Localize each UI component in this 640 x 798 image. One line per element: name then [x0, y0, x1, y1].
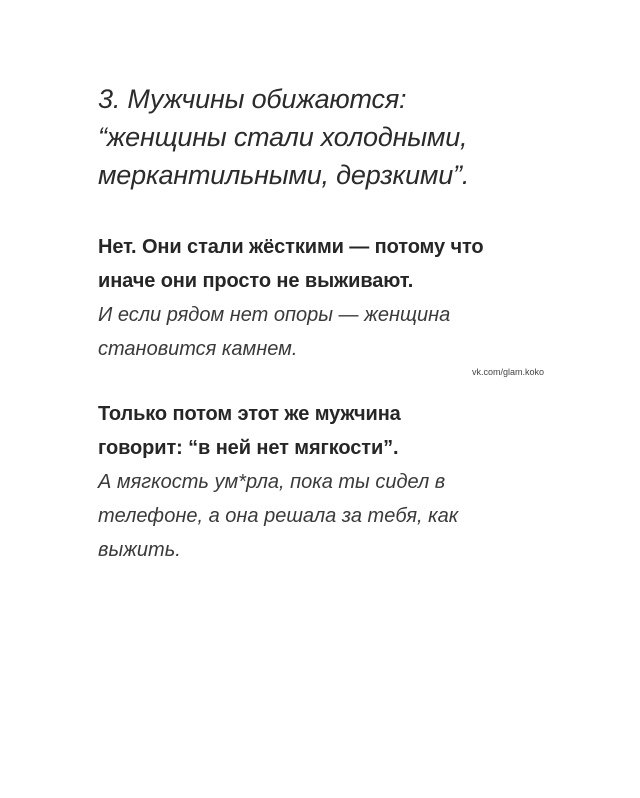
text-line: Нет. Они стали жёсткими — потому что: [98, 236, 484, 258]
text-line: телефоне, а она решала за тебя, как: [98, 505, 459, 527]
watermark: vk.com/glam.koko: [471, 367, 544, 377]
text-line: выжить.: [98, 539, 181, 561]
paragraph-1-italic: [98, 298, 578, 366]
text-line: говорит: “в ней нет мягкости”.: [98, 437, 399, 459]
text-line: Только потом этот же мужчина: [98, 403, 401, 425]
text-line: иначе они просто не выживают.: [98, 270, 414, 292]
heading: [98, 80, 578, 194]
paragraph-1: [98, 230, 578, 366]
heading-line: 3. Мужчины обижаются:: [98, 84, 407, 114]
text-line: становится камнем.: [98, 338, 298, 360]
heading-line: меркантильными, дерзкими”.: [98, 160, 470, 190]
text-line: И если рядом нет опоры — женщина: [98, 304, 451, 326]
paragraph-2: [98, 397, 578, 567]
paragraph-2-italic: [98, 465, 578, 567]
heading-line: “женщины стали холодными,: [98, 122, 468, 152]
paragraph-1-bold: [98, 230, 578, 298]
paragraph-2-bold: [98, 397, 578, 465]
text-line: А мягкость ум*рла, пока ты сидел в: [98, 471, 446, 493]
